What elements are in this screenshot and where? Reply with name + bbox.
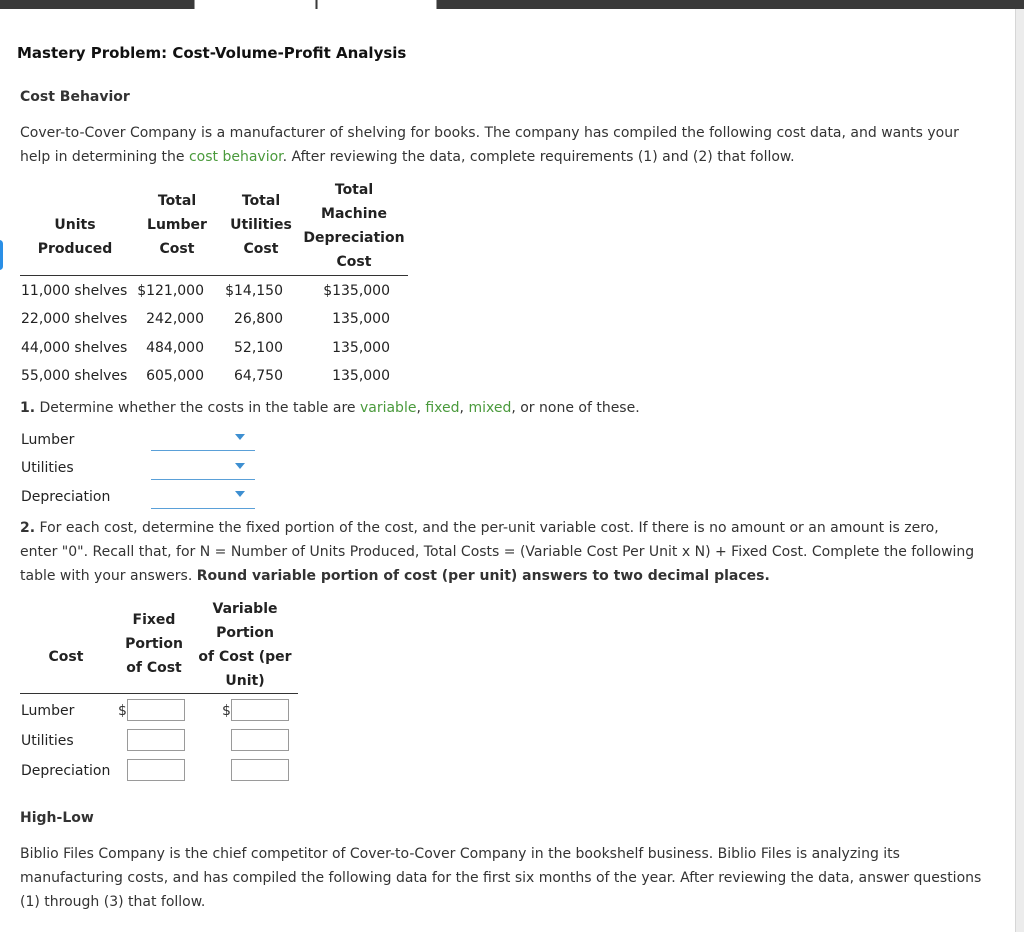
- intro-line-2: [20, 145, 1010, 169]
- header-text: Cost: [243, 241, 279, 257]
- header-text: Fixed: [132, 612, 176, 628]
- req2-text: table with your answers.: [20, 568, 197, 584]
- requirement-1-text: [20, 396, 1010, 420]
- lumber-label: Lumber: [21, 432, 75, 448]
- page-title: Mastery Problem: Cost-Volume-Profit Analysis: [17, 44, 407, 62]
- currency-symbol: $: [222, 703, 231, 719]
- top-toolbar: [0, 0, 1024, 9]
- header-total-machine-depreciation-cost: [300, 178, 408, 274]
- cell-utilities: 64,750: [234, 368, 283, 384]
- req2-line-3: [20, 564, 1010, 588]
- row-label-lumber: Lumber: [21, 703, 75, 719]
- cell-utilities: 52,100: [234, 340, 283, 356]
- high-low-line-1: Biblio Files Company is the chief competitor of Cover-to-Cover Company in the bookshelf business. Biblio Files is analyzing its: [20, 846, 900, 862]
- cell-utilities: $14,150: [225, 283, 283, 299]
- high-low-intro: [20, 842, 1010, 914]
- header-text: Cost: [159, 241, 195, 257]
- header-text: Depreciation: [303, 230, 405, 246]
- lumber-variable-input[interactable]: [231, 699, 289, 721]
- high-low-line-3: (1) through (3) that follow.: [20, 894, 206, 910]
- req2-line-2: enter "0". Recall that, for N = Number of Units Produced, Total Costs = (Variable Cost Per Unit x N) + Fixed Cost. Complete the following: [20, 544, 975, 560]
- header-text: Total: [334, 182, 374, 198]
- select-underline: [151, 450, 255, 451]
- cell-depreciation: 135,000: [332, 368, 390, 384]
- cell-units: 44,000 shelves: [21, 340, 128, 356]
- req1-text: ,: [416, 400, 426, 416]
- header-text: Utilities: [230, 217, 292, 233]
- requirement-number: 1.: [20, 400, 36, 416]
- chevron-down-icon[interactable]: [235, 434, 245, 440]
- header-variable-portion: [192, 597, 298, 693]
- cell-depreciation: 135,000: [332, 311, 390, 327]
- header-text: Lumber: [147, 217, 207, 233]
- header-text: Portion: [125, 636, 183, 652]
- cost-behavior-link[interactable]: cost behavior: [188, 149, 283, 165]
- header-text: of Cost (per: [198, 649, 292, 665]
- mixed-link[interactable]: mixed: [468, 400, 512, 416]
- cell-depreciation: $135,000: [323, 283, 390, 299]
- currency-symbol: $: [118, 703, 127, 719]
- toolbar-tab-print[interactable]: [317, 0, 437, 9]
- header-text: Portion: [216, 625, 274, 641]
- table-header-rule: [20, 275, 408, 276]
- header-text: Machine: [321, 206, 387, 222]
- header-text: Total: [157, 193, 197, 209]
- utilities-label: Utilities: [21, 460, 74, 476]
- cost-behavior-heading: Cost Behavior: [20, 89, 130, 105]
- cell-lumber: $121,000: [137, 283, 204, 299]
- header-text: of Cost: [126, 660, 182, 676]
- depreciation-label: Depreciation: [21, 489, 111, 505]
- cost-behavior-intro: [20, 121, 1010, 169]
- depreciation-fixed-input[interactable]: [127, 759, 185, 781]
- header-fixed-portion: [118, 608, 190, 680]
- header-total-lumber-cost: [140, 189, 214, 261]
- select-underline: [151, 479, 255, 480]
- utilities-fixed-input[interactable]: [127, 729, 185, 751]
- row-label-depreciation: Depreciation: [21, 763, 111, 779]
- header-cost: Cost: [48, 649, 84, 665]
- high-low-line-2: manufacturing costs, and has compiled the following data for the first six months of the year. After reviewing the data, answer questions: [20, 870, 982, 886]
- select-underline: [151, 508, 255, 509]
- req2-line-1: [20, 516, 1010, 540]
- rounding-instruction: Round variable portion of cost (per unit) answers to two decimal places.: [196, 568, 770, 584]
- cell-utilities: 26,800: [234, 311, 283, 327]
- header-text: Produced: [37, 241, 113, 257]
- requirement-2-text: [20, 516, 1010, 588]
- cell-units: 11,000 shelves: [21, 283, 128, 299]
- cell-lumber: 605,000: [146, 368, 204, 384]
- header-text: Total: [241, 193, 281, 209]
- lumber-fixed-input[interactable]: [127, 699, 185, 721]
- header-units-produced: [30, 213, 120, 261]
- header-text: Cost: [336, 254, 372, 270]
- header-total-utilities-cost: [224, 189, 298, 261]
- req1-text: , or none of these.: [511, 400, 640, 416]
- high-low-heading: High-Low: [20, 810, 94, 826]
- req1-text: ,: [459, 400, 469, 416]
- row-label-utilities: Utilities: [21, 733, 74, 749]
- focus-indicator: [0, 240, 3, 270]
- cell-lumber: 242,000: [146, 311, 204, 327]
- requirement-number: 2.: [20, 520, 36, 536]
- header-text: Variable: [212, 601, 278, 617]
- cell-lumber: 484,000: [146, 340, 204, 356]
- chevron-down-icon[interactable]: [235, 463, 245, 469]
- header-text: Unit): [225, 673, 265, 689]
- cell-units: 55,000 shelves: [21, 368, 128, 384]
- intro-text: help in determining the: [20, 149, 189, 165]
- intro-line-1: Cover-to-Cover Company is a manufacturer of shelving for books. The company has compiled the following cost data, and wants your: [20, 125, 959, 141]
- req1-text: Determine whether the costs in the table are: [35, 400, 360, 416]
- utilities-variable-input[interactable]: [231, 729, 289, 751]
- cell-depreciation: 135,000: [332, 340, 390, 356]
- table-header-rule: [20, 693, 298, 694]
- req2-text: For each cost, determine the fixed portion of the cost, and the per-unit variable cost. If there is no amount or an amount is zero,: [35, 520, 939, 536]
- scrollbar-track[interactable]: [1015, 9, 1024, 932]
- depreciation-variable-input[interactable]: [231, 759, 289, 781]
- cell-units: 22,000 shelves: [21, 311, 128, 327]
- variable-link[interactable]: variable: [359, 400, 417, 416]
- fixed-link[interactable]: fixed: [425, 400, 460, 416]
- toolbar-tab-calculator[interactable]: [194, 0, 316, 9]
- header-text: Units: [54, 217, 96, 233]
- chevron-down-icon[interactable]: [235, 491, 245, 497]
- intro-text: . After reviewing the data, complete requirements (1) and (2) that follow.: [282, 149, 795, 165]
